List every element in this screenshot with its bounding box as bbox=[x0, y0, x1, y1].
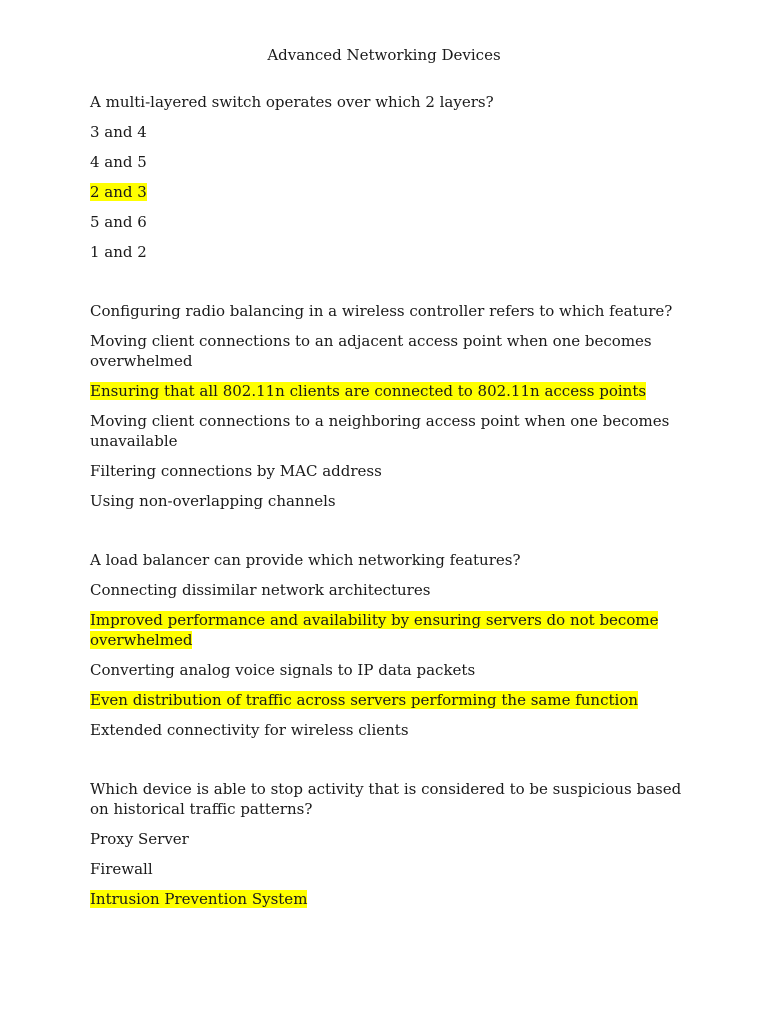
answer-text: 4 and 5 bbox=[90, 153, 147, 171]
highlighted-answer-text: Intrusion Prevention System bbox=[90, 890, 308, 908]
answer-text: Filtering connections by MAC address bbox=[90, 462, 382, 480]
answer-option bbox=[90, 720, 682, 740]
question-text: A load balancer can provide which networking features? bbox=[90, 551, 521, 569]
question-block bbox=[90, 92, 682, 262]
answer-option-highlighted bbox=[90, 182, 682, 202]
answer-text: Converting analog voice signals to IP data packets bbox=[90, 661, 476, 679]
answer-text: 3 and 4 bbox=[90, 123, 147, 141]
question-text: Configuring radio balancing in a wireless controller refers to which feature? bbox=[90, 302, 673, 320]
highlighted-answer-text: Even distribution of traffic across servers performing the same function bbox=[90, 691, 639, 709]
answer-text: Using non-overlapping channels bbox=[90, 492, 336, 510]
answer-option bbox=[90, 331, 682, 371]
answer-option-highlighted bbox=[90, 610, 682, 650]
document-title: Advanced Networking Devices bbox=[267, 46, 501, 64]
answer-text: 5 and 6 bbox=[90, 213, 147, 231]
answer-option bbox=[90, 580, 682, 600]
answer-text: Moving client connections to an adjacent access point when one becomes overwhelmed bbox=[90, 332, 652, 370]
answer-option-highlighted bbox=[90, 381, 682, 401]
answer-text: Proxy Server bbox=[90, 830, 189, 848]
answer-text: 1 and 2 bbox=[90, 243, 147, 261]
answer-option bbox=[90, 152, 682, 172]
answer-option bbox=[90, 859, 682, 879]
question-block bbox=[90, 550, 682, 740]
answer-option bbox=[90, 212, 682, 232]
answer-option bbox=[90, 491, 682, 511]
highlighted-answer-text: 2 and 3 bbox=[90, 183, 147, 201]
highlighted-answer-text: Improved performance and availability by ensuring servers do not become overwhelmed bbox=[90, 611, 659, 649]
answer-option bbox=[90, 411, 682, 451]
answer-option-highlighted bbox=[90, 889, 682, 909]
answer-option-highlighted bbox=[90, 690, 682, 710]
question-text: A multi-layered switch operates over which 2 layers? bbox=[90, 93, 494, 111]
question-block bbox=[90, 301, 682, 511]
answer-option bbox=[90, 242, 682, 262]
highlighted-answer-text: Ensuring that all 802.11n clients are connected to 802.11n access points bbox=[90, 382, 647, 400]
question-block bbox=[90, 779, 682, 909]
document-body bbox=[90, 92, 682, 948]
answer-text: Connecting dissimilar network architectures bbox=[90, 581, 431, 599]
answer-text: Extended connectivity for wireless clients bbox=[90, 721, 409, 739]
question-text: Which device is able to stop activity that is considered to be suspicious based on historical traffic patterns? bbox=[90, 780, 682, 818]
answer-text: Firewall bbox=[90, 860, 153, 878]
answer-option bbox=[90, 829, 682, 849]
answer-option bbox=[90, 660, 682, 680]
answer-option bbox=[90, 461, 682, 481]
answer-option bbox=[90, 122, 682, 142]
answer-text: Moving client connections to a neighboring access point when one becomes unavailable bbox=[90, 412, 670, 450]
